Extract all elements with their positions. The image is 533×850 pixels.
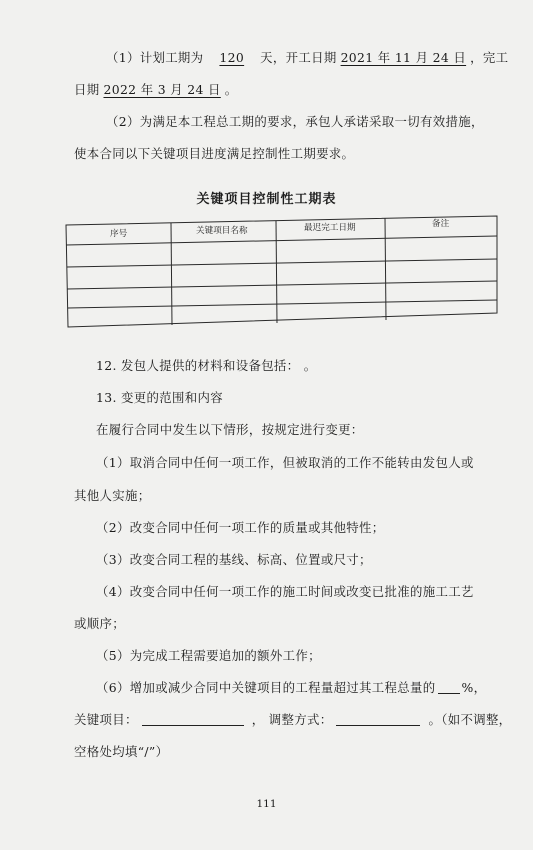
start-date-value: 2021 年 11 月 24 日	[340, 50, 467, 65]
start-date-label: 天，开工日期	[260, 50, 337, 65]
item-6-note: 。（如不调整，	[428, 712, 512, 727]
table-col-rule	[171, 223, 172, 325]
table-header-deadline: 最迟完工日期	[304, 223, 356, 233]
table-row-rule	[67, 281, 497, 289]
section-12: 12. 发包人提供的材料和设备包括： 。	[96, 358, 317, 373]
table-header-index: 序号	[110, 229, 128, 239]
item-3: （3）改变合同工程的基线、标高、位置或尺寸；	[96, 552, 372, 567]
section-13-heading: 13. 变更的范围和内容	[96, 390, 223, 405]
item-4-line-1: （4）改变合同中任何一项工作的施工时间或改变已批准的施工工艺	[96, 584, 474, 599]
table-header-rule	[66, 236, 497, 245]
item-6-line-3: 空格处均填“/”）	[74, 744, 169, 759]
paragraph-2-line-1: （2）为满足本工程总工期的要求，承包人承诺采取一切有效措施，	[106, 114, 484, 129]
table-row-rule	[67, 259, 497, 267]
table-header-item-name: 关键项目名称	[196, 226, 248, 236]
paragraph-2-line-2: 使本合同以下关键项目进度满足控制性工期要求。	[74, 146, 355, 161]
duration-label: （1）计划工期为	[106, 50, 204, 65]
page-number: 111	[256, 798, 277, 810]
item-5: （5）为完成工程需要追加的额外工作；	[96, 648, 321, 663]
end-date-label-part: ，完工	[470, 50, 509, 65]
table-col-rule	[276, 221, 277, 323]
adjust-method-label: ， 调整方式：	[251, 712, 333, 727]
item-6-text: （6）增加或减少合同中关键项目的工程量超过其工程总量的	[96, 680, 436, 695]
percent-suffix: %，	[461, 680, 487, 695]
key-item-label: 关键项目：	[74, 712, 138, 727]
table-title: 关键项目控制性工期表	[196, 192, 337, 207]
item-6-line-1	[0, 680, 533, 696]
table-border	[66, 216, 497, 327]
item-4-line-2: 或顺序；	[74, 616, 125, 631]
period: 。	[224, 82, 238, 97]
duration-value: 120	[219, 50, 245, 65]
section-13-intro: 在履行合同中发生以下情形，按规定进行变更：	[96, 422, 364, 437]
key-item-blank	[142, 713, 244, 726]
item-1-line-2: 其他人实施；	[74, 488, 151, 503]
table-col-rule	[385, 218, 386, 320]
table-row-rule	[68, 300, 497, 308]
table-header-remarks: 备注	[432, 219, 450, 229]
end-date-label: 日期	[74, 82, 100, 97]
end-date-value: 2022 年 3 月 24 日	[103, 82, 221, 97]
item-2: （2）改变合同中任何一项工作的质量或其他特性；	[96, 520, 385, 535]
item-1-line-1: （1）取消合同中任何一项工作，但被取消的工作不能转由发包人或	[96, 455, 474, 470]
item-6-line-2	[0, 712, 533, 728]
adjust-method-blank	[336, 713, 420, 726]
percent-blank	[438, 681, 460, 694]
